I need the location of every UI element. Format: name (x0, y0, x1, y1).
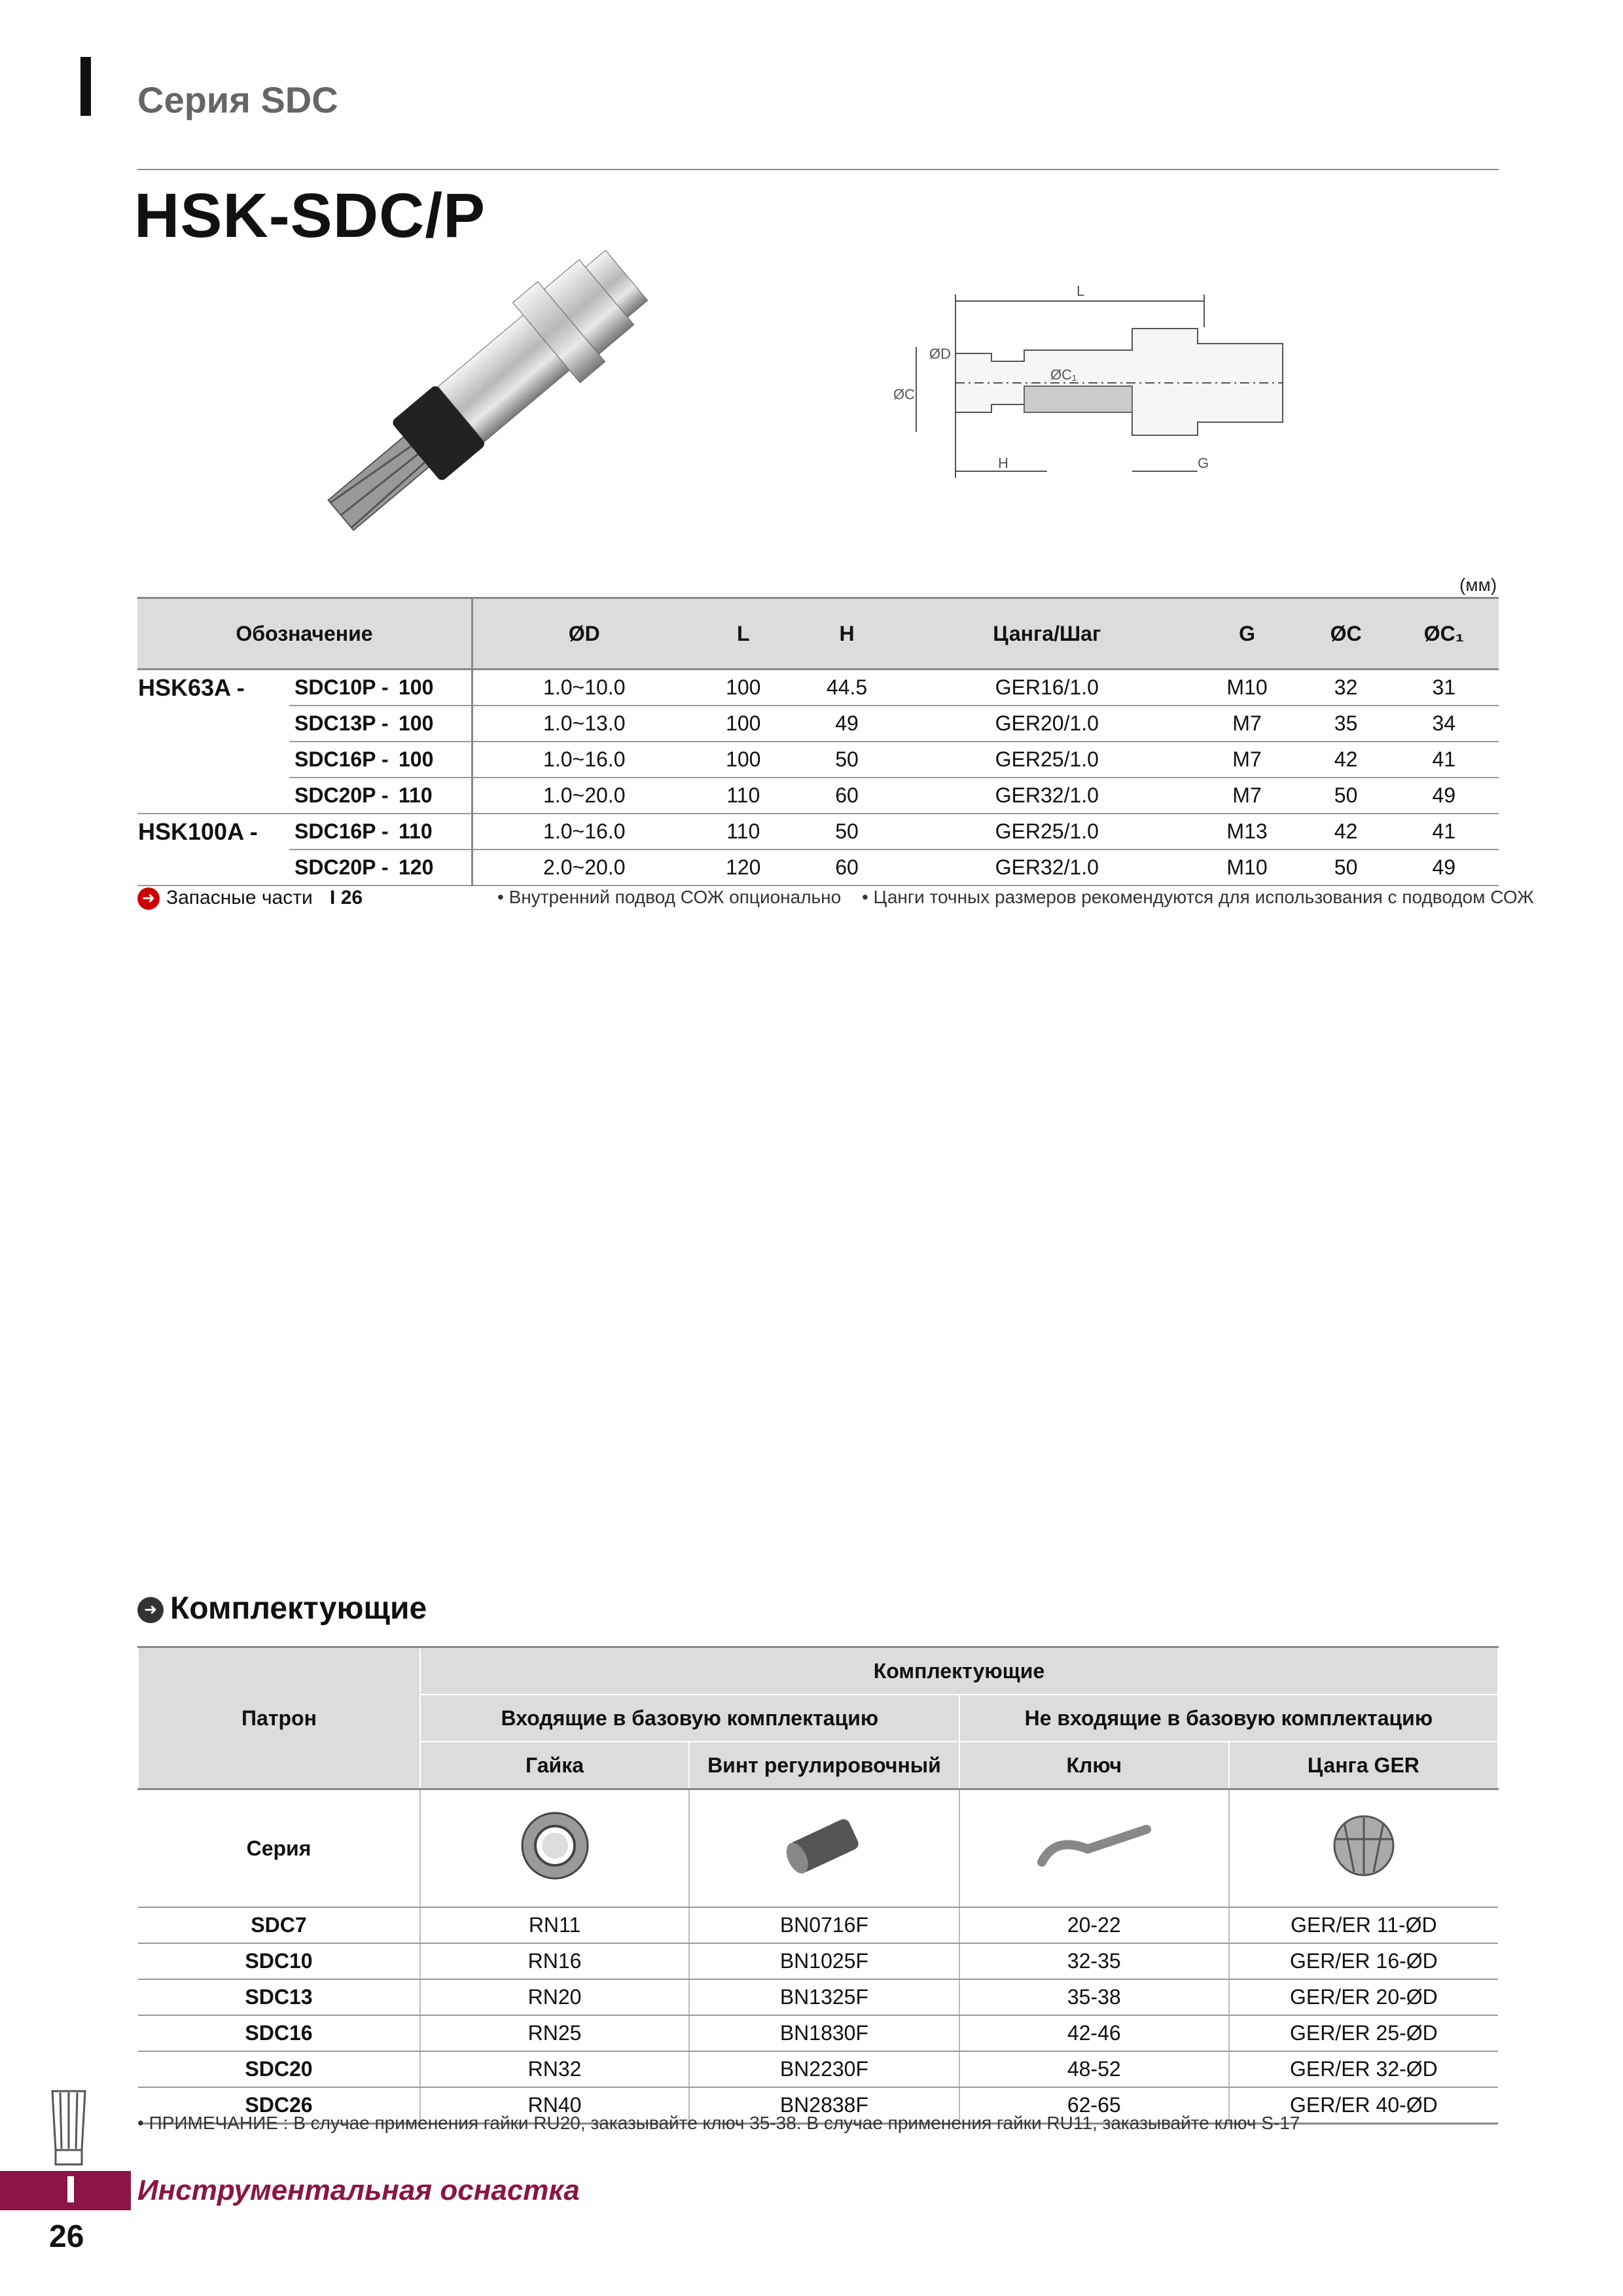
components-title: ➜ Комплектующие (137, 1590, 427, 1626)
col-header: Винт регулировочный (689, 1742, 959, 1789)
col-header: Гайка (420, 1742, 689, 1789)
dim-C1: ØC₁ (1050, 367, 1077, 383)
spare-parts-note[interactable]: ➜ Запасные части I 26 (137, 887, 363, 910)
page-number: 26 (49, 2219, 84, 2254)
table-row: SDC13 RN20 BN1325F 35-38 GER/ER 20-ØD (138, 1979, 1498, 2015)
dim-D: ØD (929, 346, 951, 362)
table-row: SDC13P - 100 1.0~13.0 100 49 GER20/1.0 M7 35 34 (137, 706, 1499, 742)
table-row: SDC16 RN25 BN1830F 42-46 GER/ER 25-ØD (138, 2015, 1498, 2051)
table-row: SDC26 RN40 BN2838F 62-65 GER/ER 40-ØD (138, 2087, 1498, 2124)
wrench-icon (1029, 1810, 1160, 1882)
collet-icon (46, 2085, 92, 2170)
table-row: SDC7 RN11 BN0716F 20-22 GER/ER 11-ØD (138, 1907, 1498, 1943)
table-row: HSK63A - SDC10P - 100 1.0~10.0 100 44.5 GER16/1.0 M10 32 31 (137, 670, 1499, 706)
footer-bar-mark (67, 2176, 74, 2202)
key-image (959, 1789, 1229, 1908)
table-row: SDC20P - 120 2.0~20.0 120 60 GER32/1.0 M10 50 49 (137, 850, 1499, 886)
col-header: Ключ (959, 1742, 1229, 1789)
product-photo (262, 236, 681, 576)
dim-C: ØC (893, 386, 915, 403)
col-header: Патрон (138, 1647, 420, 1789)
col-header: Обозначение (137, 598, 473, 670)
col-header: Цанга GER (1229, 1742, 1498, 1789)
col-header: Комплектующие (420, 1647, 1498, 1695)
col-header: Цанга/Шаг (902, 598, 1192, 670)
unit-label: (мм) (1459, 575, 1497, 595)
page-title: HSK-SDC/P (134, 181, 486, 251)
arrow-icon: ➜ (137, 888, 160, 910)
spare-page-ref: I 26 (330, 887, 363, 908)
screw-image (689, 1789, 959, 1908)
col-header: ØC₁ (1389, 598, 1499, 670)
col-header: Входящие в базовую комплектацию (420, 1695, 959, 1742)
dim-H: H (998, 455, 1008, 471)
components-table (137, 1646, 1499, 2125)
coolant-note: • Внутренний подвод СОЖ опционально • Цанги точных размеров рекомендуются для использования с подводом СОЖ (497, 887, 1534, 907)
footer-section: Инструментальная оснастка (137, 2174, 580, 2206)
screw-icon (778, 1810, 870, 1882)
col-header: G (1192, 598, 1303, 670)
table-row: SDC20P - 110 1.0~20.0 110 60 GER32/1.0 M7 50 49 (137, 778, 1499, 814)
collet-icon (1328, 1810, 1400, 1882)
nut-image (420, 1789, 689, 1908)
col-header: ØC (1302, 598, 1389, 670)
dim-G: G (1198, 455, 1209, 471)
col-header: ØD (473, 598, 696, 670)
table-row: SDC16P - 100 1.0~16.0 100 50 GER25/1.0 M7 42 41 (137, 742, 1499, 778)
components-note: • ПРИМЕЧАНИЕ : В случае применения гайки RU20, заказывайте ключ 35-38. В случае применения гайки RU11, заказывайте ключ S-17 (137, 2113, 1300, 2133)
section-bar (80, 57, 91, 116)
table-row: Серия (138, 1789, 1498, 1908)
collet-image (1229, 1789, 1498, 1908)
table-row: HSK100A - SDC16P - 110 1.0~16.0 110 50 GER25/1.0 M13 42 41 (137, 814, 1499, 850)
table-row: SDC10 RN16 BN1025F 32-35 GER/ER 16-ØD (138, 1943, 1498, 1979)
footer-bar (0, 2171, 131, 2210)
spec-table (137, 597, 1499, 886)
col-header: Не входящие в базовую комплектацию (959, 1695, 1498, 1742)
col-header: L (696, 598, 791, 670)
nut-icon (519, 1810, 591, 1882)
series-heading: Серия SDC (137, 79, 338, 120)
technical-drawing (890, 281, 1296, 491)
dim-L: L (1077, 283, 1085, 299)
table-row: SDC20 RN32 BN2230F 48-52 GER/ER 32-ØD (138, 2051, 1498, 2087)
divider (137, 169, 1499, 170)
arrow-icon: ➜ (137, 1597, 164, 1623)
col-header: H (791, 598, 902, 670)
